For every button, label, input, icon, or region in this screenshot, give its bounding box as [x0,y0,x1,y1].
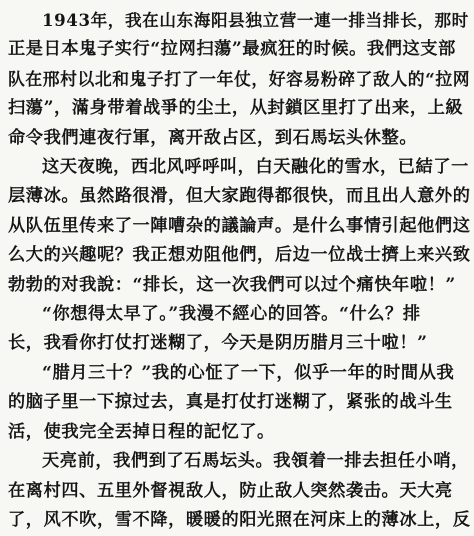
text-line: 么大的兴趣呢？我正想劝阻他們，后边一位战士擠上来兴致 [8,245,470,266]
text-line: 勃勃的对我說：“排长，这一次我們可以过个痛快年啦！” [8,274,456,295]
text-line: 长，我看你打仗打迷糊了，今天是阴历腊月三十啦！” [8,333,428,354]
text-line: 层薄冰。虽然路很滑，但大家跑得都很快，而且出人意外的 [8,186,470,207]
text-line: 在离村四、五里外督視敌人，防止敌人突然袭击。天大亮 [8,480,453,501]
text-line: 了，风不吹，雪不降，暖暖的阳光照在河床上的薄冰上，反 [8,509,470,530]
text-line: “腊月三十？”我的心怔了一下，似乎一年的时間从我 [42,362,455,383]
paragraph-5 [8,447,470,535]
text-line: 天亮前，我們到了石馬坛头。我領着一排去担任小哨， [42,451,469,472]
text-line: 命令我們連夜行軍，离开敌占区，到石馬坛头休整。 [8,127,418,148]
text-line: 这天夜晚，西北风呼呼叫，白天融化的雪水，已結了一 [42,157,469,178]
text-line: “你想得太早了。”我漫不經心的回答。“什么？排 [42,304,421,325]
paragraph-2 [8,153,470,300]
text-line: 1943年，我在山东海阳县独立营一連一排当排长，那时 [42,10,469,30]
text-line: 从队伍里传来了一陣嘈杂的議論声。是什么事情引起他們这 [8,215,470,236]
text-line: 扫蕩”，滿身带着战爭的尘土，从封鎖区里打了出来，上級 [8,98,464,119]
paragraph-1 [8,6,470,153]
text-line: 正是日本鬼子实行“拉网扫蕩”最疯狂的时候。我們这支部 [8,39,456,60]
text-line: 的脑子里一下掠过去，真是打仗打迷糊了，紧张的战斗生 [8,392,453,413]
text-line: 活，使我完全丟掉日程的記忆了。 [8,421,275,442]
paragraph-4 [8,359,470,447]
text-line: 队在邢村以北和鬼子打了一年仗，好容易粉碎了敌人的“拉网 [8,68,470,89]
paragraph-3 [8,300,470,359]
